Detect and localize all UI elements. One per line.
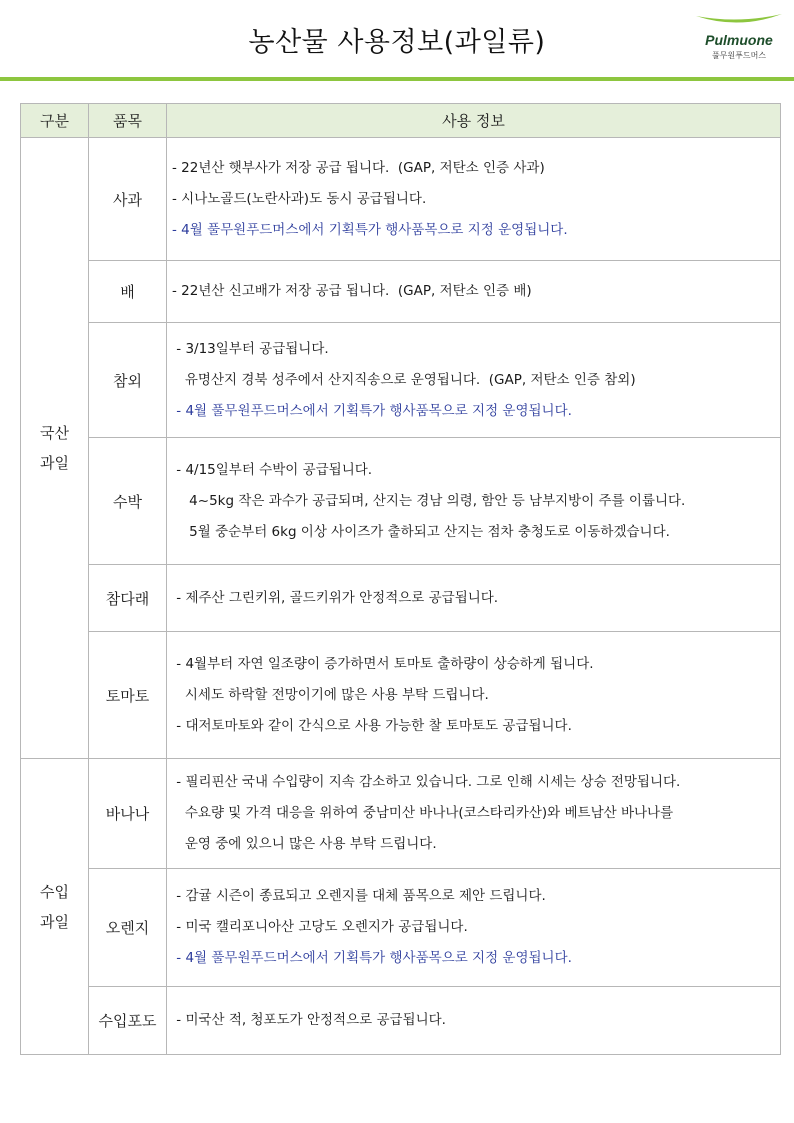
info-line: - 제주산 그린키위, 골드키위가 안정적으로 공급됩니다. — [172, 589, 499, 606]
item-name: 배 — [89, 261, 167, 323]
item-name: 참다래 — [89, 565, 167, 632]
header-item: 품목 — [89, 104, 167, 138]
category-label: 과일 — [40, 454, 69, 472]
info-line: - 필리핀산 국내 수입량이 지속 감소하고 있습니다. 그로 인해 시세는 상승 전망됩니다. — [172, 774, 681, 790]
table-row — [21, 261, 781, 323]
info-line: - 미국산 적, 청포도가 안정적으로 공급됩니다. — [172, 1012, 446, 1028]
table-row — [21, 987, 781, 1055]
info-line: - 대저토마토와 같이 간식으로 사용 가능한 찰 토마토도 공급됩니다. — [172, 717, 572, 734]
table-row — [21, 323, 781, 438]
table-row — [21, 632, 781, 759]
item-name: 수입포도 — [89, 987, 167, 1055]
brand-logo — [694, 10, 784, 66]
header-category: 구분 — [21, 104, 89, 138]
fruit-info-table — [20, 103, 781, 1055]
item-name: 오렌지 — [89, 869, 167, 987]
table-row — [21, 759, 781, 869]
info-cell — [167, 565, 781, 632]
info-line: 5월 중순부터 6kg 이상 사이즈가 출하되고 산지는 점차 충청도로 이동하겠습니다. — [172, 523, 670, 540]
info-line: - 3/13일부터 공급됩니다. — [172, 340, 329, 357]
table-row — [21, 438, 781, 565]
item-name: 토마토 — [89, 632, 167, 759]
info-line: - 22년산 햇부사가 저장 공급 됩니다. (GAP, 저탄소 인증 사과) — [172, 159, 545, 176]
info-line: - 4월 풀무원푸드머스에서 기획특가 행사품목으로 지정 운영됩니다. — [172, 950, 572, 966]
info-cell — [167, 632, 781, 759]
info-cell — [167, 438, 781, 565]
info-cell — [167, 138, 781, 261]
table-row — [21, 869, 781, 987]
info-line: - 4월 풀무원푸드머스에서 기획특가 행사품목으로 지정 운영됩니다. — [172, 402, 572, 419]
info-line: - 4월부터 자연 일조량이 증가하면서 토마토 출하량이 상승하게 됩니다. — [172, 655, 594, 672]
info-line: 수요량 및 가격 대응을 위하여 중남미산 바나나(코스타리카산)와 베트남산 바나나를 — [172, 805, 674, 821]
page-title: 농산물 사용정보(과일류) — [248, 27, 546, 58]
info-cell — [167, 759, 781, 869]
category-label: 국산 — [40, 424, 69, 442]
table-header-row — [21, 104, 781, 138]
info-line: 운영 중에 있으니 많은 사용 부탁 드립니다. — [172, 836, 437, 852]
category-label: 수입 — [40, 882, 69, 901]
category-label: 과일 — [40, 912, 69, 931]
item-name: 수박 — [89, 438, 167, 565]
info-cell — [167, 987, 781, 1055]
info-line: - 감귤 시즌이 종료되고 오렌지를 대체 품목으로 제안 드립니다. — [172, 888, 546, 904]
info-line: 유명산지 경북 성주에서 산지직송으로 운영됩니다. (GAP, 저탄소 인증 참외) — [172, 371, 636, 388]
info-cell — [167, 323, 781, 438]
info-line: - 미국 캘리포니아산 고당도 오렌지가 공급됩니다. — [172, 919, 468, 935]
info-line: - 시나노골드(노란사과)도 동시 공급됩니다. — [172, 190, 427, 207]
table-row — [21, 565, 781, 632]
item-name: 참외 — [89, 323, 167, 438]
info-line: - 4월 풀무원푸드머스에서 기획특가 행사품목으로 지정 운영됩니다. — [172, 221, 568, 238]
info-line: - 4/15일부터 수박이 공급됩니다. — [172, 461, 373, 478]
table-row — [21, 138, 781, 261]
header-divider — [0, 77, 794, 81]
info-cell — [167, 869, 781, 987]
category-cell — [21, 759, 89, 1055]
info-line: 4~5kg 작은 과수가 공급되며, 산지는 경남 의령, 함안 등 남부지방이 주를 이룹니다. — [172, 492, 686, 509]
info-line: 시세도 하락할 전망이기에 많은 사용 부탁 드립니다. — [172, 686, 489, 703]
header-info: 사용 정보 — [167, 104, 781, 138]
info-cell — [167, 261, 781, 323]
logo-subtitle: 풀무원푸드머스 — [711, 51, 767, 60]
item-name: 바나나 — [89, 759, 167, 869]
logo-swoosh-icon — [694, 10, 784, 34]
logo-brand-name: Pulmuone — [705, 32, 773, 48]
info-line: - 22년산 신고배가 저장 공급 됩니다. (GAP, 저탄소 인증 배) — [172, 283, 532, 299]
item-name: 사과 — [89, 138, 167, 261]
category-cell — [21, 138, 89, 759]
